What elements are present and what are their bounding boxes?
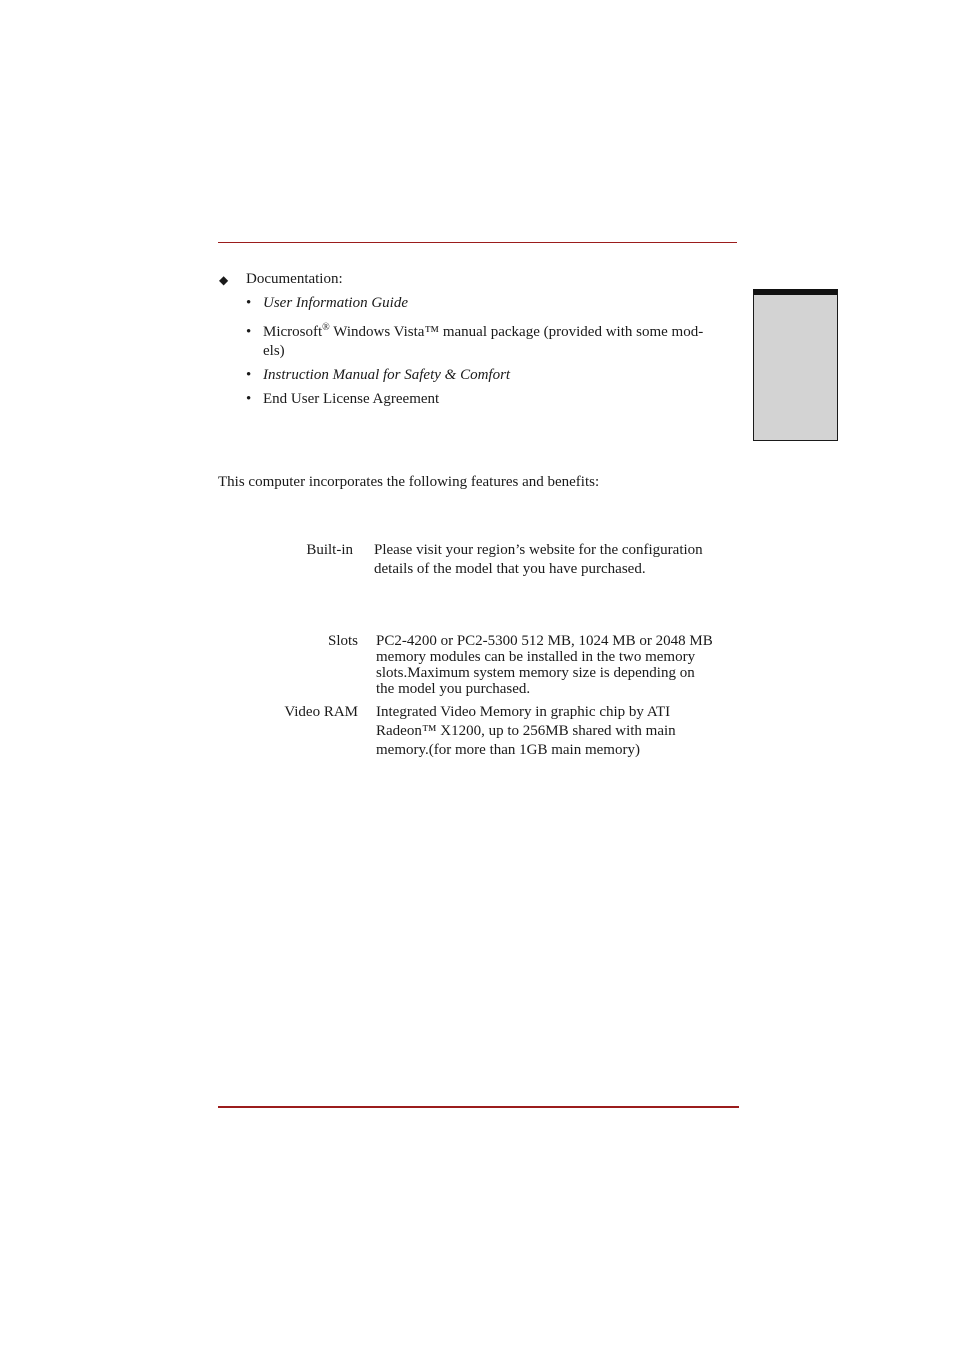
header-rule [218,242,737,243]
doc-item-user-guide: User Information Guide [263,295,408,311]
bullet-icon: • [246,295,252,311]
spec-label-slots: Slots [327,633,358,649]
documentation-heading: Documentation: [246,271,343,287]
bullet-icon: • [246,367,252,383]
bullet-icon: • [246,324,252,340]
doc-item-eula: End User License Agreement [263,391,440,407]
spec-desc-slots: PC2-4200 or PC2-5300 512 MB, 1024 MB or 2048 MB memory modules can be installed in the two memory slots.Maximum system memory size is depending on the model you purchased. [376,633,713,697]
spec-desc-video-ram: Integrated Video Memory in graphic chip by ATI Radeon™ X1200, up to 256MB shared with main memory.(for more than 1GB main memory) [376,704,676,758]
diamond-bullet-icon: ◆ [219,273,229,287]
doc-item-vista-manual-line2: els) [263,343,285,359]
doc-item-safety-manual: Instruction Manual for Safety & Comfort [263,367,511,383]
chapter-tab [753,289,838,441]
spec-label-built-in: Built-in [306,542,353,558]
footer-rule [218,1106,739,1108]
bullet-icon: • [246,391,252,407]
spec-desc-built-in: Please visit your region’s website for the configuration details of the model that you have purchased. [374,542,703,577]
spec-label-video-ram: Video RAM [284,704,358,720]
doc-item-vista-manual: Microsoft® Windows Vista™ manual package (provided with some mod- [263,322,704,340]
features-intro: This computer incorporates the following features and benefits: [218,474,600,490]
